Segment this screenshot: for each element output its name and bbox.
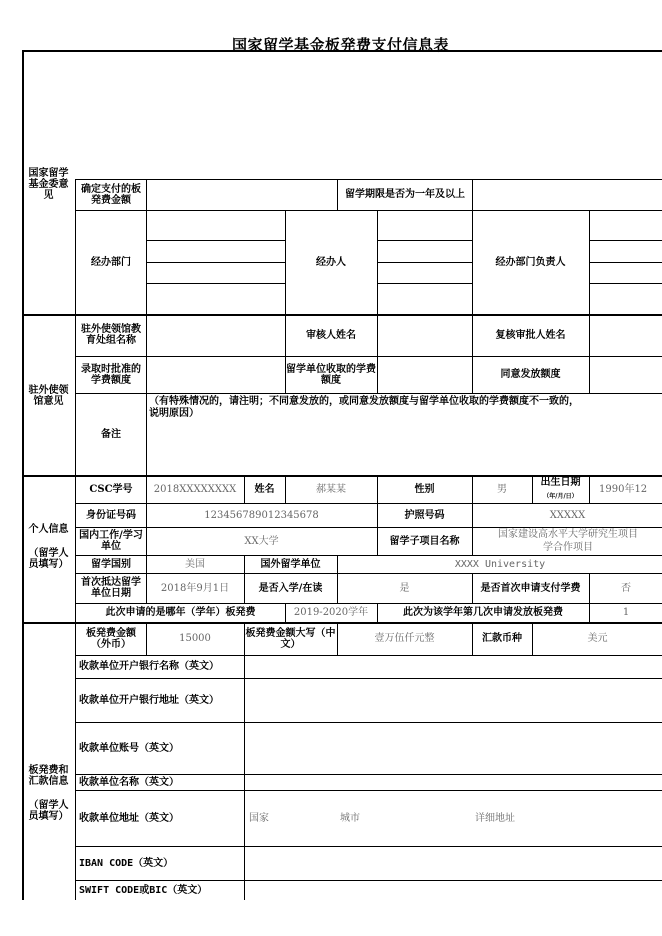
arrival-field[interactable]: 2018年9月1日 [160, 582, 230, 594]
first-apply-label: 是否首次申请支付学费 [480, 582, 581, 594]
nth-apply-label: 此次为该学年第几次申请发放板発费 [403, 607, 563, 618]
country-field[interactable]: 美国 [185, 558, 205, 570]
name-field[interactable]: 郝某某 [316, 483, 346, 495]
currency-field[interactable]: 美元 [587, 633, 608, 644]
bank-name-field[interactable] [246, 656, 662, 677]
agreed-amount-label: 同意发放额度 [500, 369, 561, 380]
page-title: 国家留学基金板発费支付信息表 [232, 36, 450, 54]
nth-apply-field[interactable]: 1 [622, 607, 630, 618]
arrival-label: 首次抵达留学单位日期 [81, 577, 141, 599]
remarks-hint-line-2: 说明原因） [149, 408, 199, 419]
bank-address-field[interactable] [246, 679, 662, 721]
iban-label: IBAN CODE（英文） [79, 857, 174, 869]
confirm-amount-field[interactable] [147, 180, 336, 209]
dept-label: 经办部门 [91, 256, 131, 268]
bank-name-label: 收款单位开户银行名称（英文） [79, 661, 219, 672]
foreign-unit-field[interactable]: XXXX University [454, 558, 546, 570]
approved-fee-field[interactable] [147, 357, 284, 392]
amount-label: 板発费金额（外币） [86, 627, 136, 650]
dept-head-label: 经办部门负责人 [495, 256, 566, 268]
payee-address-city-field[interactable]: 城市 [340, 812, 360, 824]
passport-field[interactable]: XXXXX [549, 509, 586, 521]
account-label: 收款单位账号（英文） [79, 742, 179, 754]
birth-format: （年/月/日） [543, 492, 578, 500]
project-field-line-2[interactable]: 学合作项目 [543, 542, 593, 553]
handler-field[interactable] [378, 211, 471, 313]
dept-head-field[interactable] [590, 211, 661, 313]
birth-label: 出生日期 [540, 477, 581, 488]
gender-field[interactable]: 男 [497, 483, 507, 495]
payee-name-field[interactable] [246, 775, 662, 789]
payee-address-country-field[interactable]: 国家 [249, 812, 269, 824]
personal-section-sublabel: （留学人员填写） [28, 548, 69, 570]
amount-words-label: 板発费金额大写（中文） [245, 627, 336, 650]
office-name-field[interactable] [147, 315, 284, 355]
account-field[interactable] [246, 723, 662, 773]
approved-fee-label: 录取时批准的学费额度 [81, 363, 141, 386]
payee-name-label: 收款单位名称（英文） [79, 776, 179, 788]
amount-words-field[interactable]: 壹万伍仟元整 [374, 633, 435, 644]
id-field[interactable]: 123456789012345678 [204, 509, 319, 521]
project-field-line-1[interactable]: 国家建设高水平大学研究生项目 [498, 529, 638, 540]
swift-field[interactable] [246, 881, 662, 899]
iban-field[interactable] [246, 847, 662, 879]
school-fee-field[interactable] [378, 357, 471, 392]
embassy-section-label: 驻外使领馆意见 [28, 385, 69, 407]
committee-section-label: 国家留学基金委意见 [28, 167, 69, 201]
period-question-field[interactable] [473, 180, 661, 209]
remarks-hint-line-1: （有特殊情况的，请注明；不同意发放的，或同意发放额度与留学单位收取的学费额度不一致的， [149, 396, 579, 407]
remarks-label: 备注 [101, 428, 121, 440]
which-year-field[interactable]: 2019-2020学年 [293, 607, 369, 618]
currency-label: 汇款币种 [482, 633, 522, 644]
remit-section-sublabel: （留学人员填写） [28, 800, 69, 822]
project-label: 留学子项目名称 [389, 535, 460, 547]
passport-label: 护照号码 [404, 509, 445, 521]
swift-label: SWIFT CODE或BIC（英文） [79, 884, 208, 896]
domestic-unit-label: 国内工作/学习单位 [79, 530, 143, 552]
amount-field[interactable]: 15000 [179, 633, 211, 644]
second-reviewer-field[interactable] [590, 315, 661, 355]
second-reviewer-label: 复核审批人姓名 [495, 329, 566, 341]
payee-address-label: 收款单位地址（英文） [79, 812, 179, 824]
remit-section-label: 板発费和汇款信息 [28, 765, 69, 787]
name-label: 姓名 [254, 483, 275, 495]
reviewer-name-field[interactable] [378, 315, 471, 355]
remarks-field[interactable] [147, 420, 661, 474]
confirm-amount-label: 确定支付的板発费金额 [81, 183, 141, 206]
which-year-label: 此次申请的是哪年（学年）板発费 [105, 607, 256, 618]
enrolled-field[interactable]: 是 [399, 582, 410, 594]
first-apply-field[interactable]: 否 [621, 582, 631, 594]
domestic-unit-field[interactable]: XX大学 [244, 535, 279, 547]
school-fee-label: 留学单位收取的学费额度 [286, 363, 376, 386]
id-label: 身份证号码 [86, 509, 136, 521]
office-name-label: 驻外使领馆教育处组名称 [81, 324, 141, 346]
gender-label: 性别 [414, 483, 435, 495]
csc-field[interactable]: 2018XXXXXXXX [153, 483, 237, 495]
payee-address-detail-field[interactable]: 详细地址 [475, 812, 515, 824]
enrolled-label: 是否入学/在读 [258, 582, 323, 594]
handler-label: 经办人 [316, 256, 346, 268]
foreign-unit-label: 国外留学单位 [260, 558, 321, 570]
country-label: 留学国别 [91, 558, 131, 570]
agreed-amount-field[interactable] [590, 357, 661, 392]
reviewer-name-label: 审核人姓名 [306, 329, 356, 341]
csc-label: CSC学号 [89, 483, 133, 495]
bank-address-label: 收款单位开户银行地址（英文） [79, 694, 219, 706]
dept-field[interactable] [147, 211, 284, 313]
period-question-label: 留学期限是否为一年及以上 [345, 189, 465, 200]
personal-section-label: 个人信息 [28, 523, 69, 535]
birth-field[interactable]: 1990年12 [599, 483, 648, 495]
